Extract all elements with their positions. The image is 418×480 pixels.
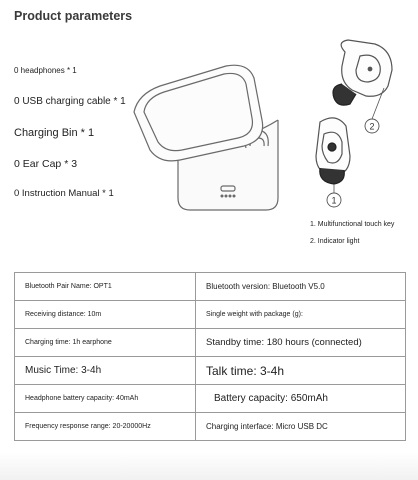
spec-charging-interface: Charging interface: Micro USB DC xyxy=(196,413,406,441)
spec-single-weight: Single weight with package (g): xyxy=(196,301,406,329)
legend-touch-key: 1. Multifunctional touch key xyxy=(310,221,395,228)
callout-marker-2-label: 2 xyxy=(369,121,375,132)
package-item-instruction-manual: 0 Instruction Manual * 1 xyxy=(14,188,114,199)
package-item-headphones: 0 headphones * 1 xyxy=(14,66,77,75)
legend-indicator-light: 2. Indicator light xyxy=(310,238,360,245)
spec-bluetooth-version: Bluetooth version: Bluetooth V5.0 xyxy=(196,273,406,301)
specs-table xyxy=(14,272,406,441)
spec-standby-time: Standby time: 180 hours (connected) xyxy=(196,329,406,357)
callout-marker-1-label: 1 xyxy=(331,195,337,206)
spec-receiving-distance: Receiving distance: 10m xyxy=(15,301,196,329)
earbud-top-illustration xyxy=(333,40,392,133)
table-row xyxy=(15,385,406,413)
package-item-charging-bin: Charging Bin * 1 xyxy=(14,127,95,139)
page-title: Product parameters xyxy=(14,9,133,23)
footer-strip xyxy=(0,452,418,480)
table-row xyxy=(15,301,406,329)
package-item-ear-cap: 0 Ear Cap * 3 xyxy=(14,158,78,170)
package-item-usb-cable: 0 USB charging cable * 1 xyxy=(14,96,126,107)
table-row xyxy=(15,273,406,301)
spec-battery-capacity: Battery capacity: 650mAh xyxy=(196,385,406,413)
spec-charging-time: Charging time: 1h earphone xyxy=(15,329,196,357)
earbud-front-illustration xyxy=(316,118,350,207)
table-row xyxy=(15,357,406,385)
spec-music-time: Music Time: 3-4h xyxy=(15,357,196,385)
spec-frequency-response: Frequency response range: 20-20000Hz xyxy=(15,413,196,441)
spec-pair-name: Bluetooth Pair Name: OPT1 xyxy=(15,273,196,301)
spec-headphone-battery: Headphone battery capacity: 40mAh xyxy=(15,385,196,413)
charging-case-illustration xyxy=(134,65,278,210)
table-row xyxy=(15,413,406,441)
spec-talk-time: Talk time: 3-4h xyxy=(196,357,406,385)
table-row xyxy=(15,329,406,357)
